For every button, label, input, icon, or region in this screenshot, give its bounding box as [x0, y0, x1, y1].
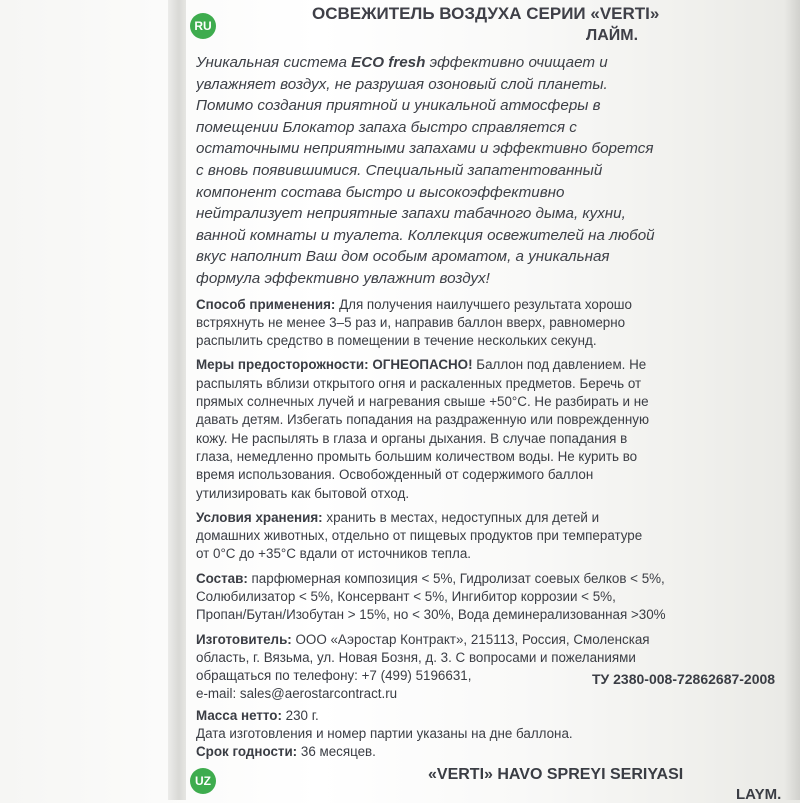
uz-product-title: «VERTI» HAVO SPREYI SERIYASI — [428, 766, 684, 783]
manufacturer-section: Изготовитель: ООО «Аэростар Контракт», 215113, Россия, Смоленская область, г. Вязьма, ул. Новая Бозня, д. 3. С вопросами и пожеланиями обращаться по телефону: +7 (499) 5196631, e-mail: sales@aerostarcontract.ru — [196, 631, 788, 704]
production-date-note: Дата изготовления и номер партии указаны на дне баллона. — [196, 726, 573, 742]
eco-fresh-brand: ECO fresh — [351, 54, 426, 71]
usage-label: Способ применения: — [196, 296, 336, 312]
manufacturer-email: e-mail: sales@aerostarcontract.ru — [196, 686, 398, 702]
caution-section: Меры предосторожности: ОГНЕОПАСНО! Баллон под давлением. Не распылять вблизи открытого огня и раскаленных предметов. Беречь от прямых солнечных лучей и нагревания свыше +50°C. Не разбирать и не давать детям. Избегать попадания на раздраженную или поврежденную кожу. Не распылять в глаза и органы дыхания. В случае попадания в глаза, немедленно промыть большим количеством воды. Не курить во время использования. Освобожденный от содержимого баллон утилизировать как бытовой отход. — [196, 357, 650, 501]
language-badge-ru: RU — [190, 13, 216, 39]
bottle-shadow-edge — [168, 0, 186, 800]
product-title: ОСВЕЖИТЕЛЬ ВОЗДУХА СЕРИИ «VERTI» — [312, 4, 660, 23]
composition-label: Состав: — [196, 570, 248, 586]
storage-section: Условия хранения: хранить в местах, недоступных для детей и домашних животных, отдельно от пищевых продуктов при температуре от 0°C до +35°C вдали от источников тепла. — [196, 509, 643, 562]
manufacturer-label: Изготовитель: — [196, 631, 292, 647]
net-mass: Масса нетто: 230 г. — [196, 707, 319, 723]
composition-section: Состав: парфюмерная композиция < 5%, Гидролизат соевых белков < 5%, Солюбилизатор < 5%, Консервант < 5%, Ингибитор коррозии < 5%, Пропан/Бутан/Изобутан > 15%, но < 30%, Вода деминерализованная >30% — [196, 570, 666, 623]
caution-label: Меры предосторожности: — [196, 357, 369, 373]
uz-product-scent: LAYM. — [736, 786, 782, 803]
shelf-life-label: Срок годности: — [196, 744, 298, 760]
intro-paragraph: Уникальная система ECO fresh эффективно очищает и увлажняет воздух, не разрушая озоновый слой планеты. Помимо создания приятной и уникальной атмосферы в помещении Блокатор запаха быстро справляется с остаточными неприятными запахами и эффективно борется с вновь появившимися. Специальный запатентованный компонент состава быстро и высокоэффективно нейтрализует неприятные запахи табачного дыма, кухни, ванной комнаты и туалета. Коллекция освежителей на любой вкус наполнит Ваш дом особым ароматом, а уникальная формула эффективно увлажнит воздух! — [196, 54, 655, 287]
technical-spec-code: ТУ 2380-008-72862687-2008 — [592, 671, 776, 687]
storage-label: Условия хранения: — [196, 509, 323, 525]
label-text-block — [196, 52, 788, 762]
product-scent: ЛАЙМ. — [586, 27, 639, 44]
language-badge-uz: UZ — [190, 768, 216, 794]
flammable-warning: ОГНЕОПАСНО! — [368, 357, 473, 373]
net-mass-label: Масса нетто: — [196, 707, 282, 723]
usage-section: Способ применения: Для получения наилучшего результата хорошо встряхнуть не менее 3–5 раз и, направив баллон вверх, равномерно распылить средство в помещении в течение нескольких секунд. — [196, 296, 632, 349]
shelf-life: Срок годности: 36 месяцев. — [196, 744, 376, 760]
